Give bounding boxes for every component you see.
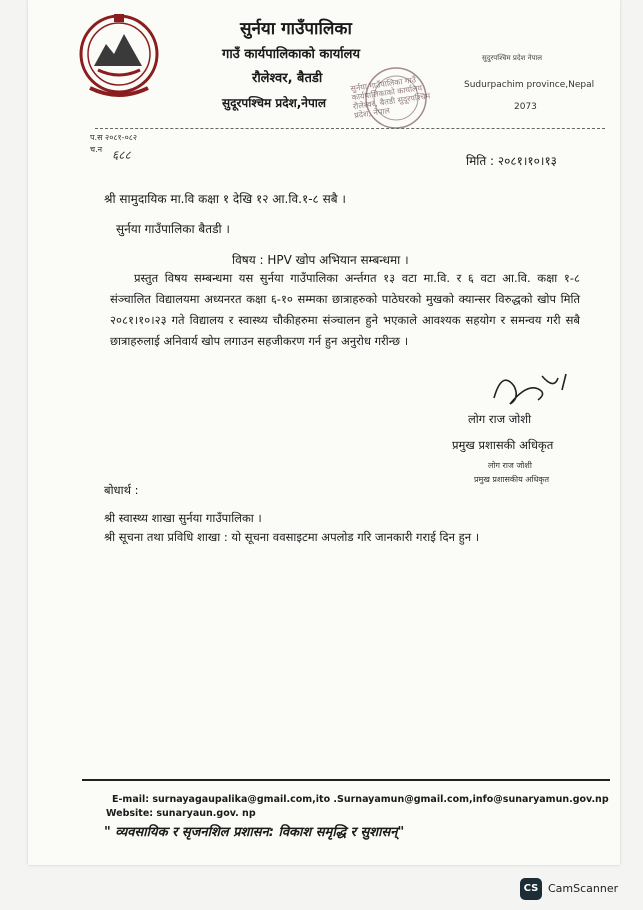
footer-email: E-mail: surnayagaupalika@gmail.com,ito .Surnayamun@gmail.com,info@sunaryamun.gov.np	[112, 794, 609, 805]
stamp-text: सुर्नया गाउँपालिका गाउँ कार्यपालिकाको कार्यालय रौलेश्वर, बैतडी सुदूरपश्चिम प्रदेश, नेपाल	[349, 75, 431, 121]
letter-body	[110, 268, 580, 352]
established-year: 2073	[514, 102, 537, 112]
recipient-line-1: श्री सामुदायिक मा.वि कक्षा १ देखि १२ आ.वि.१-८ सबै ।	[104, 192, 346, 206]
dispatch-label: च.न	[90, 145, 103, 154]
province-name: सुदूरपश्चिम प्रदेश,नेपाल	[222, 96, 327, 110]
signatory-name: लोग राज जोशी	[468, 412, 532, 426]
dispatch-number: ६८८	[112, 148, 131, 162]
municipality-logo	[76, 8, 162, 104]
header-divider	[95, 128, 605, 129]
signature	[488, 364, 578, 412]
signatory-designation: प्रमुख प्रशासकी अधिकृत	[452, 438, 554, 452]
camscanner-icon: CS	[520, 878, 542, 900]
seal-name: लोग राज जोशी	[488, 461, 532, 470]
letter-subject: विषय : HPV खोप अभियान सम्बन्धमा ।	[232, 253, 409, 267]
camscanner-label: CamScanner	[548, 882, 619, 895]
office-name: गाउँ कार्यपालिकाको कार्यालय	[222, 47, 360, 62]
cc-line-2: श्री सूचना तथा प्रविधि शाखा : यो सूचना ववसाइटमा अपलोड गरि जानकारी गराई दिन हुन ।	[104, 530, 480, 544]
province-english: Sudurpachim province,Nepal	[464, 80, 595, 90]
letter-number: प.स २०८१-०८२	[90, 133, 138, 142]
footer-motto: " व्यवसायिक र सृजनशिल प्रशासन: विकाश समृद्धि र सुशासन्"	[104, 825, 405, 840]
cc-line-1: श्री स्वास्थ्य शाखा सुर्नया गाउँपालिका ।	[104, 511, 262, 525]
letter-paper	[28, 0, 620, 865]
footer-divider	[82, 779, 610, 781]
footer-website: Website: sunaryaun.gov. np	[106, 808, 256, 819]
body-paragraph: प्रस्तुत विषय सम्बन्धमा यस सुर्नया गाउँपालिका अर्न्तगत १३ वटा मा.वि. र ६ वटा आ.वि. कक्षा १-८ संञ्चालित विद्यालयमा अध्यनरत कक्षा ६-१० सम्मका छात्राहरुको पाठेघरको मुखको क्यान्सर विरुद्धको खोप मिति २०८१।१०।२३ गते विद्यालय र स्वास्थ्य चौकीहरुमा संञ्चालन हुने भएकाले आवश्यक सहयोग र समन्वय गरी सबै छात्राहरुलाई अनिवार्य खोप लगाउन सहजीकरण गर्न हुन अनुरोध गरीन्छ ।	[110, 271, 580, 348]
province-small-label: सुदुरपश्चिम प्रदेश नेपाल	[482, 54, 543, 62]
letter-date: मिति : २०८१।१०।१३	[466, 154, 557, 168]
seal-designation: प्रमुख प्रशासकीय अधिकृत	[474, 475, 550, 484]
municipality-title: सुर्नया गाउँपालिका	[240, 19, 352, 39]
recipient-line-2: सुर्नया गाउँपालिका बैतडी ।	[116, 222, 230, 236]
cc-label: बोधार्थ :	[104, 483, 139, 497]
office-location: रौलेश्वर, बैतडी	[252, 71, 323, 86]
